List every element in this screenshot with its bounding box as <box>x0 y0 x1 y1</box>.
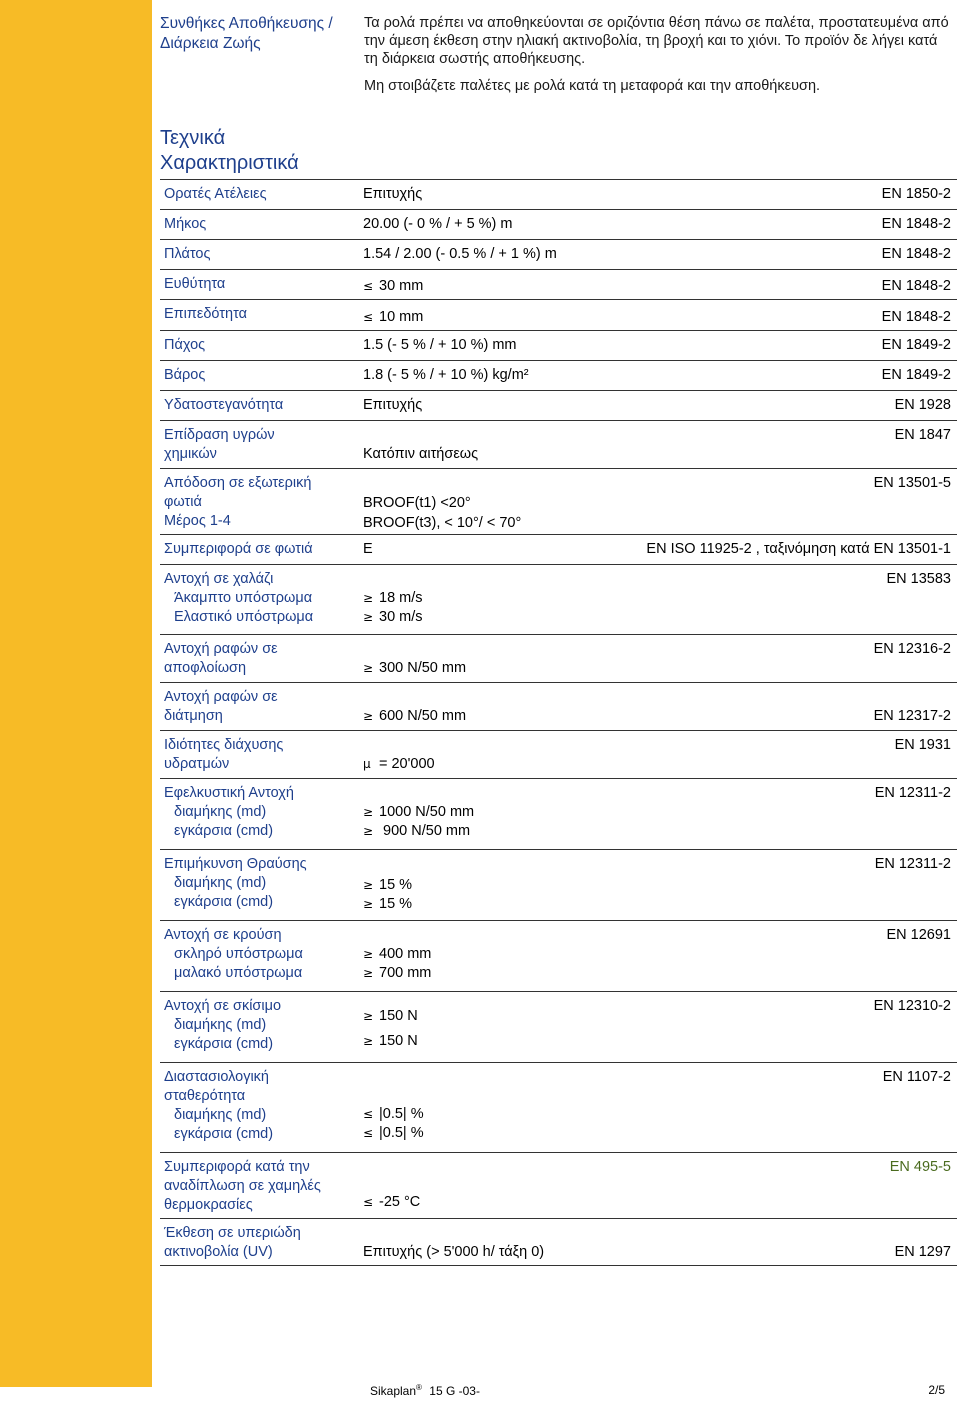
row-norm: EN 13583 <box>886 571 951 587</box>
table-row <box>160 1152 957 1218</box>
greater-equal-icon: ≥ <box>363 1034 374 1048</box>
row-value: μ = 20'000 <box>363 756 435 772</box>
table-row <box>160 239 957 269</box>
greater-equal-icon: ≥ <box>363 805 374 819</box>
table-row <box>160 330 957 360</box>
row-label: Επιπεδότητα <box>164 306 247 322</box>
less-equal-icon: ≤ <box>363 310 374 324</box>
row-norm: EN 1848-2 <box>881 309 951 325</box>
greater-equal-icon: ≥ <box>363 897 374 911</box>
storage-paragraph-1: Τα ρολά πρέπει να αποθηκεύονται σε οριζόντια θέση πάνω σε παλέτα, προστατευμένα από την άμεση έκθεση στην ηλιακή ακτινοβολία, τη βροχή και το χιόνι. Το προϊόν δε λήγει κατά τη διάρκεια σωστής αποθήκευσης. <box>364 15 949 67</box>
row-value: ≤ |0.5| % ≤ |0.5| % <box>363 1106 424 1141</box>
row-norm: EN 12317-2 <box>873 708 951 724</box>
row-norm: EN 495-5 <box>889 1159 951 1175</box>
row-label: Αντοχή σε κρούση σκληρό υπόστρωμα μαλακό υπόστρωμα <box>164 927 303 981</box>
row-value: 1.5 (- 5 % / + 10 %) mm <box>363 337 517 353</box>
table-row <box>160 730 957 778</box>
footer-product: Sikaplan® 15 G -03- <box>370 1383 480 1398</box>
row-norm: EN 12316-2 <box>873 641 951 657</box>
row-value: ≥ 1000 N/50 mm ≥ 900 N/50 mm <box>363 804 475 839</box>
greater-equal-icon: ≥ <box>363 1009 374 1023</box>
table-row <box>160 682 957 730</box>
row-norm: EN 1297 <box>894 1244 951 1260</box>
storage-label: Συνθήκες Αποθήκευσης / Διάρκεια Ζωής <box>160 15 333 52</box>
row-label: Αντοχή σε χαλάζι Άκαμπτο υπόστρωμα Ελαστικό υπόστρωμα <box>164 571 314 625</box>
row-label: Επίδραση υγρών χημικών <box>164 427 275 462</box>
row-label: Βάρος <box>164 367 206 383</box>
less-equal-icon: ≤ <box>363 1126 374 1140</box>
table-bottom-rule <box>160 1265 957 1266</box>
table-row <box>160 299 957 330</box>
row-norm: EN 1931 <box>894 737 951 753</box>
row-label: Αντοχή ραφών σε αποφλοίωση <box>164 641 278 676</box>
row-label: Πλάτος <box>164 246 211 262</box>
table-row <box>160 920 957 991</box>
section-title: Τεχνικά Χαρακτηριστικά <box>160 127 299 174</box>
table-row <box>160 564 957 634</box>
row-value: Επιτυχής <box>363 186 423 202</box>
less-equal-icon: ≤ <box>363 1107 374 1121</box>
row-norm: EN 1850-2 <box>881 186 951 202</box>
row-norm: EN 1849-2 <box>881 337 951 353</box>
storage-paragraph-2: Μη στοιβάζετε παλέτες με ρολά κατά τη μεταφορά και την αποθήκευση. <box>364 78 821 94</box>
row-norm: EN 1848-2 <box>881 216 951 232</box>
row-norm: EN 1928 <box>894 397 951 413</box>
row-value: Επιτυχής (> 5'000 h/ τάξη 0) <box>363 1244 545 1260</box>
broof-t1: BROOF(t1) <20° <box>363 495 471 511</box>
broof-t3: BROOF(t3), < 10°/ < 70° <box>363 515 522 531</box>
row-norm: EN 1107-2 <box>882 1069 951 1085</box>
row-value: ≥ 300 N/50 mm <box>363 660 467 676</box>
row-value: ≥ 400 mm ≥ 700 mm <box>363 946 432 981</box>
row-label: Αντοχή σε σκίσιμο διαμήκης (md) εγκάρσια (cmd) <box>164 998 282 1052</box>
row-value: ≥ 150 N ≥ 150 N <box>363 1004 418 1054</box>
row-value: ≤ 30 mm <box>363 278 424 294</box>
row-label: Διαστασιολογική σταθερότητα διαμήκης (md) εγκάρσια (cmd) <box>164 1069 274 1142</box>
row-norm: EN 12311-2 <box>874 785 951 801</box>
spec-table <box>160 179 957 1266</box>
row-value: 1.54 / 2.00 (- 0.5 % / + 1 %) m <box>363 246 557 262</box>
table-row <box>160 390 957 420</box>
greater-equal-icon: ≥ <box>363 591 374 605</box>
row-norm: EN 12311-2 <box>874 856 951 872</box>
row-label: Απόδοση σε εξωτερική φωτιά Μέρος 1-4 <box>164 475 312 529</box>
storage-text <box>364 14 954 104</box>
greater-equal-icon: ≥ <box>363 947 374 961</box>
less-equal-icon: ≤ <box>363 279 374 293</box>
row-value: ≤ 10 mm <box>363 309 424 325</box>
row-value: Επιτυχής <box>363 397 423 413</box>
table-row <box>160 360 957 390</box>
row-value: 20.00 (- 0 % / + 5 %) m <box>363 216 513 232</box>
table-row <box>160 1062 957 1152</box>
row-norm: EN 12691 <box>886 927 951 943</box>
row-value: E <box>363 541 373 557</box>
row-label: Εφελκυστική Αντοχή διαμήκης (md) εγκάρσια (cmd) <box>164 785 294 839</box>
row-label: Έκθεση σε υπεριώδη ακτινοβολία (UV) <box>164 1225 301 1260</box>
table-row <box>160 849 957 920</box>
table-row <box>160 420 957 468</box>
row-label: Συμπεριφορά σε φωτιά <box>164 541 313 557</box>
row-norm: EN 1848-2 <box>881 278 951 294</box>
greater-equal-icon: ≥ <box>363 966 374 980</box>
table-row <box>160 778 957 849</box>
row-norm: EN ISO 11925-2 , ταξινόμηση κατά EN 13501-1 <box>646 541 951 557</box>
row-label: Επιμήκυνση Θραύσης διαμήκης (md) εγκάρσια (cmd) <box>164 856 307 910</box>
row-label: Συμπεριφορά κατά την αναδίπλωση σε χαμηλές θερμοκρασίες <box>164 1159 321 1213</box>
row-label: Αντοχή ραφών σε διάτμηση <box>164 689 278 724</box>
greater-equal-icon: ≥ <box>363 709 374 723</box>
row-value: ≤ -25 °C <box>363 1194 421 1210</box>
row-value: Κατόπιν αιτήσεως <box>363 446 479 462</box>
row-label: Ευθύτητα <box>164 276 226 292</box>
row-norm: EN 12310-2 <box>873 998 951 1014</box>
table-row <box>160 209 957 239</box>
table-row <box>160 179 957 209</box>
table-row <box>160 468 957 534</box>
row-value: ≥ 600 N/50 mm <box>363 708 467 724</box>
greater-equal-icon: ≥ <box>363 878 374 892</box>
row-value: 1.8 (- 5 % / + 10 %) kg/m² <box>363 367 529 383</box>
row-label: Μήκος <box>164 216 207 232</box>
registered-mark: ® <box>416 1383 422 1392</box>
row-value <box>363 493 521 533</box>
row-norm: EN 1848-2 <box>881 246 951 262</box>
row-norm: EN 1849-2 <box>881 367 951 383</box>
row-label: Πάχος <box>164 337 206 353</box>
less-equal-icon: ≤ <box>363 1195 374 1209</box>
yellow-sidebar-band <box>0 0 152 1387</box>
mu-symbol: μ <box>363 757 371 771</box>
row-label: Υδατοστεγανότητα <box>164 397 284 413</box>
row-value: ≥ 18 m/s ≥ 30 m/s <box>363 590 423 625</box>
page-number: 2/5 <box>928 1383 945 1397</box>
row-norm: EN 13501-5 <box>873 475 951 491</box>
table-row <box>160 534 957 564</box>
row-value: ≥ 15 % ≥ 15 % <box>363 877 413 912</box>
table-row <box>160 269 957 299</box>
greater-equal-icon: ≥ <box>363 610 374 624</box>
greater-equal-icon: ≥ <box>363 824 374 838</box>
row-label: Ορατές Ατέλειες <box>164 186 267 202</box>
table-row <box>160 991 957 1062</box>
row-norm: EN 1847 <box>894 427 951 443</box>
greater-equal-icon: ≥ <box>363 661 374 675</box>
table-row <box>160 1218 957 1265</box>
table-row <box>160 634 957 682</box>
row-label: Ιδιότητες διάχυσης υδρατμών <box>164 737 284 772</box>
